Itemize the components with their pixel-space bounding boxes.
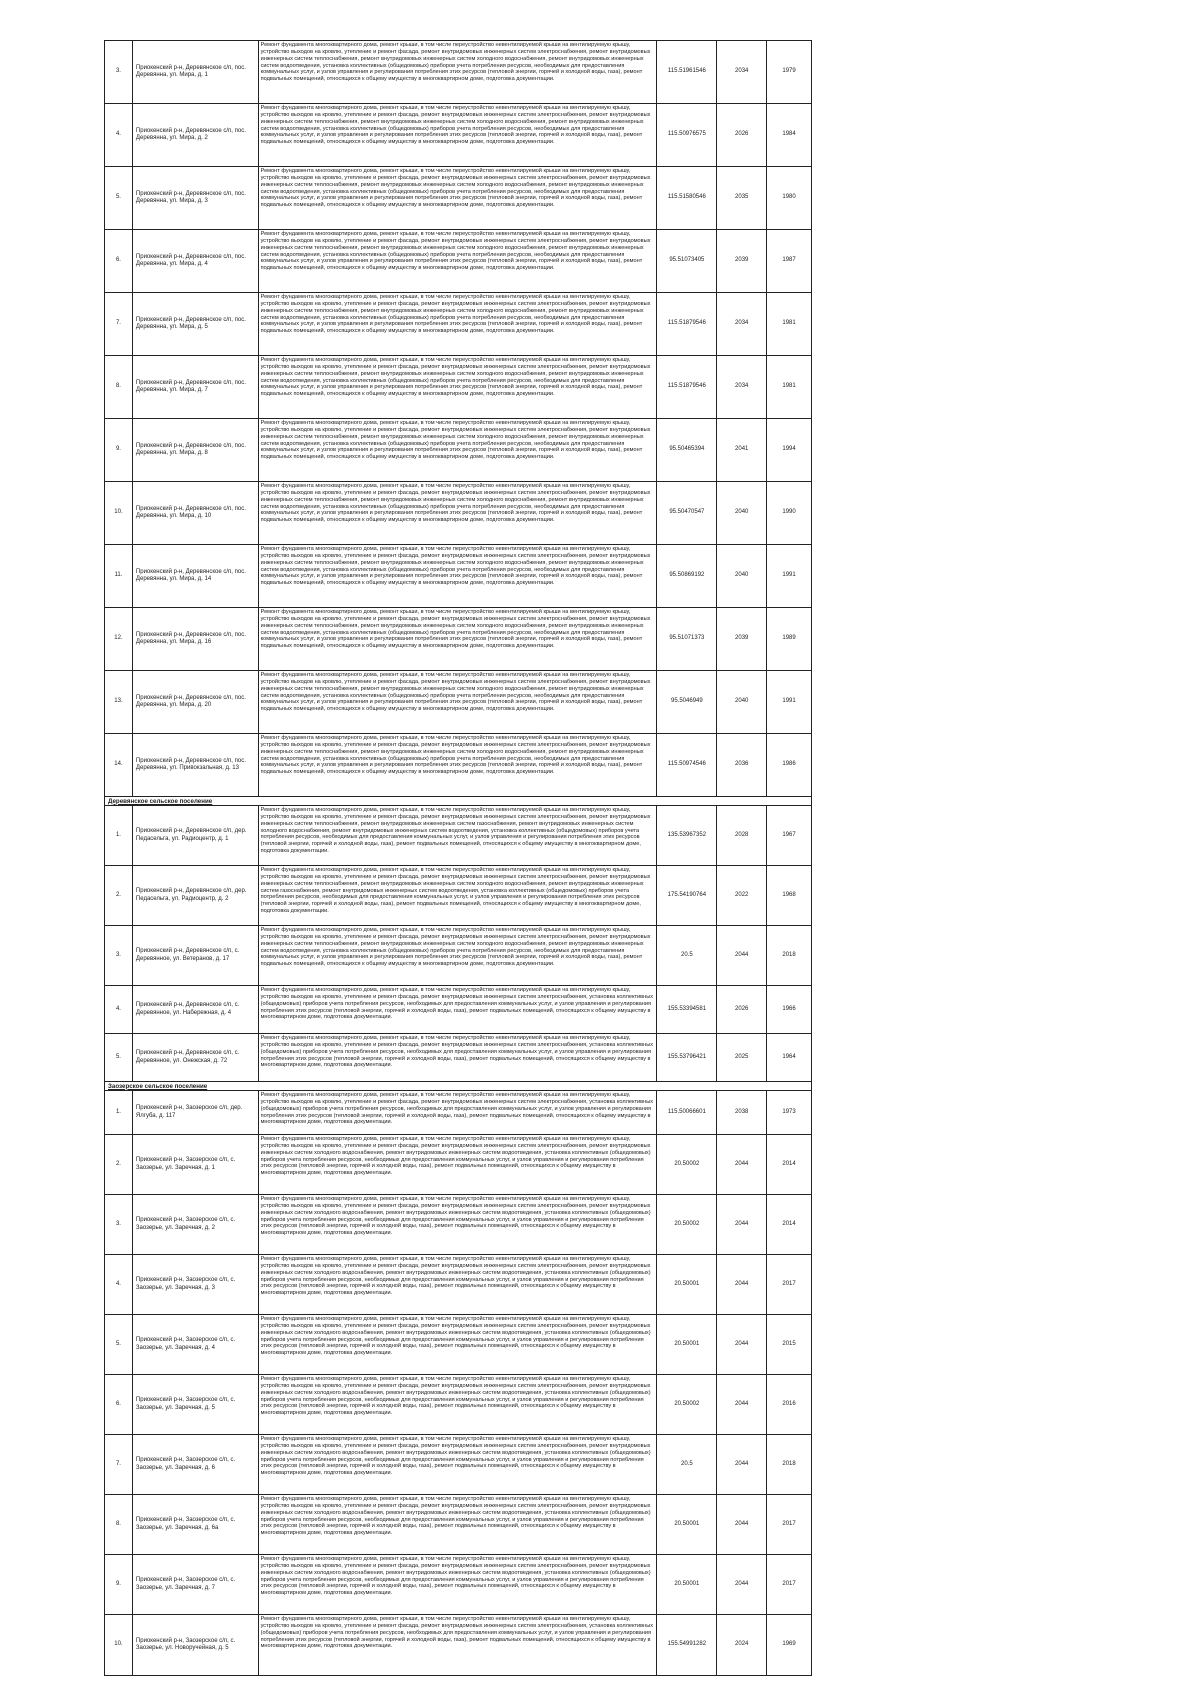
address-cell: Приокенский р-н, Заозерское с/п, с. Заозерье, ул. Заречная, д. 1	[133, 1135, 259, 1194]
table-row	[105, 419, 811, 482]
works-cell: Ремонт фундамента многоквартирного дома, ремонт крыши, в том числе переустройство невентилируемой крыши на вентилируемую крышу, устройство выходов на кровлю, утепление и ремонт фасада, ремонт внутридомовых инженерных систем электроснабжения, ремонт внутридомовых инженерных систем теплоснабжения, ремонт внутридомовых инженерных систем холодного водоснабжения, ремонт внутридомовых инженерных систем водоотведения, установка коллективных (общедомовых) приборов учета потребления ресурсов, необходимых для предоставления коммунальных услуг, и узлов управления и регулирования потребления этих ресурсов (тепловой энергии, горячей и холодной воды, газа), ремонт подвальных помещений, относящихся к общему имуществу в многоквартирном доме, подготовка документации.	[259, 734, 658, 796]
address-cell: Приокенский р-н, Деревянское с/п, пос. Деревянна, ул. Мира, д. 2	[133, 104, 259, 166]
cost-cell: 20.50002	[657, 1195, 717, 1254]
planned-year-cell: 2026	[717, 104, 767, 166]
row-number: 9.	[105, 1555, 133, 1614]
works-cell: Ремонт фундамента многоквартирного дома, ремонт крыши, в том числе переустройство невентилируемой крыши на вентилируемую крышу, устройство выходов на кровлю, утепление и ремонт фасада, ремонт внутридомовых инженерных систем электроснабжения, ремонт внутридомовых инженерных систем холодного водоснабжения, ремонт внутридомовых инженерных систем водоотведения, установка коллективных (общедомовых) приборов учета потребления ресурсов, необходимых для предоставления коммунальных услуг, и узлов управления и регулирования потребления этих ресурсов (тепловой энергии, горячей и холодной воды, газа), ремонт подвальных помещений, относящихся к общему имуществу в многоквартирном доме, подготовка документации.	[259, 1435, 658, 1494]
row-number: 14.	[105, 734, 133, 796]
cost-cell: 115.50066601	[657, 1091, 717, 1134]
row-number: 7.	[105, 293, 133, 355]
planned-year-cell: 2044	[717, 1135, 767, 1194]
planned-year-cell: 2039	[717, 608, 767, 670]
build-year-cell: 1984	[782, 131, 796, 138]
build-year-cell: 1991	[782, 572, 796, 579]
planned-year-cell: 2044	[717, 926, 767, 985]
address-cell: Приокенский р-н, Деревянское с/п, пос. Деревянна, ул. Мира, д. 16	[133, 608, 259, 670]
works-cell: Ремонт фундамента многоквартирного дома, ремонт крыши, в том числе переустройство невентилируемой крыши на вентилируемую крышу, устройство выходов на кровлю, утепление и ремонт фасада, ремонт внутридомовых инженерных систем электроснабжения, ремонт внутридомовых инженерных систем холодного водоснабжения, ремонт внутридомовых инженерных систем водоотведения, установка коллективных (общедомовых) приборов учета потребления ресурсов, необходимых для предоставления коммунальных услуг, и узлов управления и регулирования потребления этих ресурсов (тепловой энергии, горячей и холодной воды, газа), ремонт подвальных помещений, относящихся к общему имуществу в многоквартирном доме, подготовка документации.	[259, 1495, 658, 1554]
planned-year-cell: 2024	[717, 1615, 767, 1675]
row-number: 3.	[105, 926, 133, 985]
cost-cell: 95.5046949	[657, 671, 717, 733]
planned-year-cell: 2036	[717, 734, 767, 796]
address-cell: Приокенский р-н, Заозерское с/п, с. Заозерье, ул. Заречная, д. 5	[133, 1375, 259, 1434]
cost-cell: 20.50002	[657, 1375, 717, 1434]
planned-year-cell: 2044	[717, 1375, 767, 1434]
build-year-cell: 2016	[782, 1400, 796, 1407]
build-year-cell: 1966	[782, 1005, 796, 1012]
planned-year-cell: 2041	[717, 419, 767, 481]
build-year-cell: 1987	[782, 257, 796, 264]
row-number: 6.	[105, 1375, 133, 1434]
build-year-cell: 1979	[782, 68, 796, 75]
address-cell: Приокенский р-н, Заозерское с/п, с. Заозерье, ул. Заречная, д. 2	[133, 1195, 259, 1254]
works-cell: Ремонт фундамента многоквартирного дома, ремонт крыши, в том числе переустройство невентилируемой крыши на вентилируемую крышу, устройство выходов на кровлю, утепление и ремонт фасада, ремонт внутридомовых инженерных систем электроснабжения, ремонт внутридомовых инженерных систем теплоснабжения, ремонт внутридомовых инженерных систем холодного водоснабжения, ремонт внутридомовых инженерных систем водоотведения, установка коллективных (общедомовых) приборов учета потребления ресурсов, необходимых для предоставления коммунальных услуг, и узлов управления и регулирования потребления этих ресурсов (тепловой энергии, горячей и холодной воды, газа), ремонт подвальных помещений, относящихся к общему имуществу в многоквартирном доме, подготовка документации.	[259, 230, 658, 292]
address-cell: Приокенский р-н, Деревянское с/п, пос. Деревянна, ул. Мира, д. 3	[133, 167, 259, 229]
works-cell: Ремонт фундамента многоквартирного дома, ремонт крыши, в том числе переустройство невентилируемой крыши на вентилируемую крышу, устройство выходов на кровлю, утепление и ремонт фасада, ремонт внутридомовых инженерных систем электроснабжения, ремонт внутридомовых инженерных систем теплоснабжения, ремонт внутридомовых инженерных систем холодного водоснабжения, ремонт внутридомовых инженерных систем водоотведения, установка коллективных (общедомовых) приборов учета потребления ресурсов, необходимых для предоставления коммунальных услуг, и узлов управления и регулирования потребления этих ресурсов (тепловой энергии, горячей и холодной воды, газа), ремонт подвальных помещений, относящихся к общему имуществу в многоквартирном доме, подготовка документации.	[259, 293, 658, 355]
table-row	[105, 1555, 811, 1615]
table-row	[105, 1315, 811, 1375]
section-header	[105, 797, 811, 806]
build-year-cell: 1969	[782, 1641, 796, 1648]
row-number: 11.	[105, 545, 133, 607]
cost-cell: 115.51961546	[657, 41, 717, 103]
table-row	[105, 482, 811, 545]
works-cell: Ремонт фундамента многоквартирного дома, ремонт крыши, в том числе переустройство невентилируемой крыши на вентилируемую крышу, устройство выходов на кровлю, утепление и ремонт фасада, ремонт внутридомовых инженерных систем электроснабжения, ремонт внутридомовых инженерных систем холодного водоснабжения, ремонт внутридомовых инженерных систем водоотведения, установка коллективных (общедомовых) приборов учета потребления ресурсов, необходимых для предоставления коммунальных услуг, и узлов управления и регулирования потребления этих ресурсов (тепловой энергии, горячей и холодной воды, газа), ремонт подвальных помещений, относящихся к общему имуществу в многоквартирном доме, подготовка документации.	[259, 1555, 658, 1614]
cost-cell: 95.51071373	[657, 608, 717, 670]
row-number: 8.	[105, 356, 133, 418]
address-cell: Приокенский р-н, Деревянское с/п, пос. Деревянна, ул. Мира, д. 1	[133, 41, 259, 103]
build-year-cell: 1964	[782, 1053, 796, 1060]
planned-year-cell: 2038	[717, 1091, 767, 1134]
address-cell: Приокенский р-н, Деревянское с/п, пос. Деревянна, ул. Привокзальная, д. 13	[133, 734, 259, 796]
planned-year-cell: 2034	[717, 41, 767, 103]
row-number: 5.	[105, 167, 133, 229]
row-number: 12.	[105, 608, 133, 670]
cost-cell: 115.50976575	[657, 104, 717, 166]
table-row	[105, 1495, 811, 1555]
address-cell: Приокенский р-н, Заозерское с/п, с. Заозерье, ул. Заречная, д. 6а	[133, 1495, 259, 1554]
build-year-cell: 2018	[782, 951, 796, 958]
row-number: 13.	[105, 671, 133, 733]
table-row	[105, 104, 811, 167]
works-cell: Ремонт фундамента многоквартирного дома, ремонт крыши, в том числе переустройство невентилируемой крыши на вентилируемую крышу, устройство выходов на кровлю, утепление и ремонт фасада, ремонт внутридомовых инженерных систем электроснабжения, ремонт внутридомовых инженерных систем теплоснабжения, ремонт внутридомовых инженерных систем холодного водоснабжения, ремонт внутридомовых инженерных систем водоотведения, установка коллективных (общедомовых) приборов учета потребления ресурсов, необходимых для предоставления коммунальных услуг, и узлов управления и регулирования потребления этих ресурсов (тепловой энергии, горячей и холодной воды, газа), ремонт подвальных помещений, относящихся к общему имуществу в многоквартирном доме, подготовка документации.	[259, 671, 658, 733]
cost-cell: 20.5	[657, 926, 717, 985]
build-year-cell: 1989	[782, 635, 796, 642]
works-cell: Ремонт фундамента многоквартирного дома, ремонт крыши, в том числе переустройство невентилируемой крыши на вентилируемую крышу, устройство выходов на кровлю, утепление и ремонт фасада, ремонт внутридомовых инженерных систем электроснабжения, ремонт внутридомовых инженерных систем теплоснабжения, ремонт внутридомовых инженерных систем холодного водоснабжения, ремонт внутридомовых инженерных систем водоотведения, установка коллективных (общедомовых) приборов учета потребления ресурсов, необходимых для предоставления коммунальных услуг, и узлов управления и регулирования потребления этих ресурсов (тепловой энергии, горячей и холодной воды, газа), ремонт подвальных помещений, относящихся к общему имуществу в многоквартирном доме, подготовка документации.	[259, 419, 658, 481]
section-title: Заозерское сельское поселение	[108, 1082, 208, 1090]
row-number: 8.	[105, 1495, 133, 1554]
cost-cell: 20.50001	[657, 1255, 717, 1314]
table-row	[105, 41, 811, 104]
build-year-cell: 2017	[782, 1580, 796, 1587]
section-title: Деревянское сельское поселение	[108, 797, 213, 805]
capital-repair-table	[104, 40, 812, 1676]
table-row	[105, 1615, 811, 1675]
planned-year-cell: 2025	[717, 1034, 767, 1081]
row-number: 1.	[105, 1091, 133, 1134]
works-cell: Ремонт фундамента многоквартирного дома, ремонт крыши, в том числе переустройство невентилируемой крыши на вентилируемую крышу, устройство выходов на кровлю, утепление и ремонт фасада, ремонт внутридомовых инженерных систем электроснабжения, ремонт внутридомовых инженерных систем теплоснабжения, ремонт внутридомовых инженерных систем холодного водоснабжения, ремонт внутридомовых инженерных систем водоотведения, установка коллективных (общедомовых) приборов учета потребления ресурсов, необходимых для предоставления коммунальных услуг, и узлов управления и регулирования потребления этих ресурсов (тепловой энергии, горячей и холодной воды, газа), ремонт подвальных помещений, относящихся к общему имуществу в многоквартирном доме, подготовка документации.	[259, 545, 658, 607]
build-year-cell: 2015	[782, 1340, 796, 1347]
build-year-cell: 2018	[782, 1460, 796, 1467]
row-number: 10.	[105, 1615, 133, 1675]
planned-year-cell: 2040	[717, 545, 767, 607]
cost-cell: 20.50002	[657, 1135, 717, 1194]
works-cell: Ремонт фундамента многоквартирного дома, ремонт крыши, в том числе переустройство невентилируемой крыши на вентилируемую крышу, устройство выходов на кровлю, утепление и ремонт фасада, ремонт внутридомовых инженерных систем электроснабжения, ремонт внутридомовых инженерных систем теплоснабжения, ремонт внутридомовых инженерных систем холодного водоснабжения, ремонт внутридомовых инженерных систем водоотведения, установка коллективных (общедомовых) приборов учета потребления ресурсов, необходимых для предоставления коммунальных услуг, и узлов управления и регулирования потребления этих ресурсов (тепловой энергии, горячей и холодной воды, газа), ремонт подвальных помещений, относящихся к общему имуществу в многоквартирном доме, подготовка документации.	[259, 482, 658, 544]
table-row	[105, 866, 811, 926]
works-cell: Ремонт фундамента многоквартирного дома, ремонт крыши, в том числе переустройство невентилируемой крыши на вентилируемую крышу, устройство выходов на кровлю, утепление и ремонт фасада, ремонт внутридомовых инженерных систем электроснабжения, установка коллективных (общедомовых) приборов учета потребления ресурсов, необходимых для предоставления коммунальных услуг, и узлов управления и регулирования потребления этих ресурсов (тепловой энергии, горячей и холодной воды, газа), ремонт подвальных помещений, относящихся к общему имуществу в многоквартирном доме, подготовка документации.	[259, 1091, 658, 1134]
table-row	[105, 608, 811, 671]
planned-year-cell: 2034	[717, 293, 767, 355]
cost-cell: 115.51879546	[657, 356, 717, 418]
row-number: 9.	[105, 419, 133, 481]
table-row	[105, 1375, 811, 1435]
address-cell: Приокенский р-н, Заозерское с/п, дер. Ялгуба, д. 117	[133, 1091, 259, 1134]
address-cell: Приокенский р-н, Заозерское с/п, с. Заозерье, ул. Заречная, д. 6	[133, 1435, 259, 1494]
address-cell: Приокенский р-н, Заозерское с/п, с. Заозерье, ул. Заречная, д. 3	[133, 1255, 259, 1314]
section-header	[105, 1082, 811, 1091]
planned-year-cell: 2026	[717, 986, 767, 1033]
planned-year-cell: 2044	[717, 1555, 767, 1614]
cost-cell: 155.54991282	[657, 1615, 717, 1675]
cost-cell: 135.53967352	[657, 806, 717, 865]
row-number: 4.	[105, 986, 133, 1033]
works-cell: Ремонт фундамента многоквартирного дома, ремонт крыши, в том числе переустройство невентилируемой крыши на вентилируемую крышу, устройство выходов на кровлю, утепление и ремонт фасада, ремонт внутридомовых инженерных систем электроснабжения, установка коллективных (общедомовых) приборов учета потребления ресурсов, необходимых для предоставления коммунальных услуг, и узлов управления и регулирования потребления этих ресурсов (тепловой энергии, горячей и холодной воды, газа), ремонт подвальных помещений, относящихся к общему имуществу в многоквартирном доме, подготовка документации.	[259, 1615, 658, 1675]
works-cell: Ремонт фундамента многоквартирного дома, ремонт крыши, в том числе переустройство невентилируемой крыши на вентилируемую крышу, устройство выходов на кровлю, утепление и ремонт фасада, ремонт внутридомовых инженерных систем электроснабжения, ремонт внутридомовых инженерных систем холодного водоснабжения, ремонт внутридомовых инженерных систем водоотведения, установка коллективных (общедомовых) приборов учета потребления ресурсов, необходимых для предоставления коммунальных услуг, и узлов управления и регулирования потребления этих ресурсов (тепловой энергии, горячей и холодной воды, газа), ремонт подвальных помещений, относящихся к общему имуществу в многоквартирном доме, подготовка документации.	[259, 1375, 658, 1434]
build-year-cell: 1980	[782, 194, 796, 201]
address-cell: Приокенский р-н, Деревянское с/п, пос. Деревянна, ул. Мира, д. 4	[133, 230, 259, 292]
address-cell: Приокенский р-н, Деревянское с/п, пос. Деревянна, ул. Мира, д. 20	[133, 671, 259, 733]
works-cell: Ремонт фундамента многоквартирного дома, ремонт крыши, в том числе переустройство невентилируемой крыши на вентилируемую крышу, устройство выходов на кровлю, утепление и ремонт фасада, ремонт внутридомовых инженерных систем электроснабжения, установка коллективных (общедомовых) приборов учета потребления ресурсов, необходимых для предоставления коммунальных услуг, и узлов управления и регулирования потребления этих ресурсов (тепловой энергии, горячей и холодной воды, газа), ремонт подвальных помещений, относящихся к общему имуществу в многоквартирном доме, подготовка документации.	[259, 1034, 658, 1081]
build-year-cell: 2017	[782, 1520, 796, 1527]
build-year-cell: 1968	[782, 891, 796, 898]
table-row	[105, 545, 811, 608]
works-cell: Ремонт фундамента многоквартирного дома, ремонт крыши, в том числе переустройство невентилируемой крыши на вентилируемую крышу, устройство выходов на кровлю, утепление и ремонт фасада, ремонт внутридомовых инженерных систем электроснабжения, ремонт внутридомовых инженерных систем теплоснабжения, ремонт внутридомовых инженерных систем холодного водоснабжения, ремонт внутридомовых инженерных систем водоотведения, установка коллективных (общедомовых) приборов учета потребления ресурсов, необходимых для предоставления коммунальных услуг, и узлов управления и регулирования потребления этих ресурсов (тепловой энергии, горячей и холодной воды, газа), ремонт подвальных помещений, относящихся к общему имуществу в многоквартирном доме, подготовка документации.	[259, 104, 658, 166]
cost-cell: 95.50465394	[657, 419, 717, 481]
table-row	[105, 356, 811, 419]
cost-cell: 115.50974546	[657, 734, 717, 796]
cost-cell: 20.50001	[657, 1495, 717, 1554]
build-year-cell: 1990	[782, 509, 796, 516]
row-number: 1.	[105, 806, 133, 865]
works-cell: Ремонт фундамента многоквартирного дома, ремонт крыши, в том числе переустройство невентилируемой крыши на вентилируемую крышу, устройство выходов на кровлю, утепление и ремонт фасада, ремонт внутридомовых инженерных систем электроснабжения, ремонт внутридомовых инженерных систем теплоснабжения, ремонт внутридомовых инженерных систем холодного водоснабжения, ремонт внутридомовых инженерных систем водоотведения, установка коллективных (общедомовых) приборов учета потребления ресурсов, необходимых для предоставления коммунальных услуг, и узлов управления и регулирования потребления этих ресурсов (тепловой энергии, горячей и холодной воды, газа), ремонт подвальных помещений, относящихся к общему имуществу в многоквартирном доме, подготовка документации.	[259, 41, 658, 103]
works-cell: Ремонт фундамента многоквартирного дома, ремонт крыши, в том числе переустройство невентилируемой крыши на вентилируемую крышу, устройство выходов на кровлю, утепление и ремонт фасада, ремонт внутридомовых инженерных систем электроснабжения, ремонт внутридомовых инженерных систем холодного водоснабжения, ремонт внутридомовых инженерных систем водоотведения, установка коллективных (общедомовых) приборов учета потребления ресурсов, необходимых для предоставления коммунальных услуг, и узлов управления и регулирования потребления этих ресурсов (тепловой энергии, горячей и холодной воды, газа), ремонт подвальных помещений, относящихся к общему имуществу в многоквартирном доме, подготовка документации.	[259, 1315, 658, 1374]
build-year-cell: 1991	[782, 698, 796, 705]
planned-year-cell: 2039	[717, 230, 767, 292]
address-cell: Приокенский р-н, Заозерское с/п, с. Заозерье, ул. Заречная, д. 7	[133, 1555, 259, 1614]
table-row	[105, 293, 811, 356]
planned-year-cell: 2040	[717, 671, 767, 733]
cost-cell: 20.5	[657, 1435, 717, 1494]
planned-year-cell: 2022	[717, 866, 767, 925]
table-row	[105, 230, 811, 293]
row-number: 2.	[105, 866, 133, 925]
build-year-cell: 1994	[782, 446, 796, 453]
table-row	[105, 1091, 811, 1135]
address-cell: Приокенский р-н, Деревянское с/п, пос. Деревянна, ул. Мира, д. 10	[133, 482, 259, 544]
cost-cell: 115.51879546	[657, 293, 717, 355]
row-number: 3.	[105, 41, 133, 103]
address-cell: Приокенский р-н, Деревянское с/п, дер. Педасельга, ул. Радиоцентр, д. 1	[133, 806, 259, 865]
works-cell: Ремонт фундамента многоквартирного дома, ремонт крыши, в том числе переустройство невентилируемой крыши на вентилируемую крышу, устройство выходов на кровлю, утепление и ремонт фасада, ремонт внутридомовых инженерных систем электроснабжения, ремонт внутридомовых инженерных систем теплоснабжения, ремонт внутридомовых инженерных систем газоснабжения, ремонт внутридомовых инженерных систем холодного водоснабжения, ремонт внутридомовых инженерных систем водоотведения, установка коллективных (общедомовых) приборов учета потребления ресурсов, необходимых для предоставления коммунальных услуг, и узлов управления и регулирования потребления этих ресурсов (тепловой энергии, горячей и холодной воды, газа), ремонт подвальных помещений, относящихся к общему имуществу в многоквартирном доме, подготовка документации.	[259, 806, 658, 865]
works-cell: Ремонт фундамента многоквартирного дома, ремонт крыши, в том числе переустройство невентилируемой крыши на вентилируемую крышу, устройство выходов на кровлю, утепление и ремонт фасада, ремонт внутридомовых инженерных систем электроснабжения, ремонт внутридомовых инженерных систем теплоснабжения, ремонт внутридомовых инженерных систем холодного водоснабжения, ремонт внутридомовых инженерных систем водоотведения, установка коллективных (общедомовых) приборов учета потребления ресурсов, необходимых для предоставления коммунальных услуг, и узлов управления и регулирования потребления этих ресурсов (тепловой энергии, горячей и холодной воды, газа), ремонт подвальных помещений, относящихся к общему имуществу в многоквартирном доме, подготовка документации.	[259, 356, 658, 418]
planned-year-cell: 2040	[717, 482, 767, 544]
cost-cell: 175.54190764	[657, 866, 717, 925]
planned-year-cell: 2035	[717, 167, 767, 229]
table-row	[105, 1135, 811, 1195]
table-row	[105, 986, 811, 1034]
cost-cell: 20.50001	[657, 1315, 717, 1374]
table-row	[105, 806, 811, 866]
build-year-cell: 1981	[782, 383, 796, 390]
build-year-cell: 1973	[782, 1108, 796, 1115]
planned-year-cell: 2044	[717, 1435, 767, 1494]
works-cell: Ремонт фундамента многоквартирного дома, ремонт крыши, в том числе переустройство невентилируемой крыши на вентилируемую крышу, устройство выходов на кровлю, утепление и ремонт фасада, ремонт внутридомовых инженерных систем электроснабжения, ремонт внутридомовых инженерных систем теплоснабжения, ремонт внутридомовых инженерных систем холодного водоснабжения, ремонт внутридомовых инженерных систем водоотведения, установка коллективных (общедомовых) приборов учета потребления ресурсов, необходимых для предоставления коммунальных услуг, и узлов управления и регулирования потребления этих ресурсов (тепловой энергии, горячей и холодной воды, газа), ремонт подвальных помещений, относящихся к общему имуществу в многоквартирном доме, подготовка документации.	[259, 608, 658, 670]
works-cell: Ремонт фундамента многоквартирного дома, ремонт крыши, в том числе переустройство невентилируемой крыши на вентилируемую крышу, устройство выходов на кровлю, утепление и ремонт фасада, ремонт внутридомовых инженерных систем электроснабжения, ремонт внутридомовых инженерных систем теплоснабжения, ремонт внутридомовых инженерных систем холодного водоснабжения, ремонт внутридомовых инженерных систем водоотведения, установка коллективных (общедомовых) приборов учета потребления ресурсов, необходимых для предоставления коммунальных услуг, и узлов управления и регулирования потребления этих ресурсов (тепловой энергии, горячей и холодной воды, газа), ремонт подвальных помещений, относящихся к общему имуществу в многоквартирном доме, подготовка документации.	[259, 926, 658, 985]
planned-year-cell: 2044	[717, 1315, 767, 1374]
works-cell: Ремонт фундамента многоквартирного дома, ремонт крыши, в том числе переустройство невентилируемой крыши на вентилируемую крышу, устройство выходов на кровлю, утепление и ремонт фасада, ремонт внутридомовых инженерных систем электроснабжения, ремонт внутридомовых инженерных систем холодного водоснабжения, ремонт внутридомовых инженерных систем водоотведения, установка коллективных (общедомовых) приборов учета потребления ресурсов, необходимых для предоставления коммунальных услуг, и узлов управления и регулирования потребления этих ресурсов (тепловой энергии, горячей и холодной воды, газа), ремонт подвальных помещений, относящихся к общему имуществу в многоквартирном доме, подготовка документации.	[259, 1195, 658, 1254]
address-cell: Приокенский р-н, Заозерское с/п, с. Заозерье, ул. Заречная, д. 4	[133, 1315, 259, 1374]
address-cell: Приокенский р-н, Деревянское с/п, с. Деревянное, ул. Ветеранов, д. 17	[133, 926, 259, 985]
cost-cell: 115.51580546	[657, 167, 717, 229]
table-row	[105, 734, 811, 797]
build-year-cell: 1981	[782, 320, 796, 327]
table-row	[105, 167, 811, 230]
planned-year-cell: 2028	[717, 806, 767, 865]
address-cell: Приокенский р-н, Деревянское с/п, пос. Деревянна, ул. Мира, д. 14	[133, 545, 259, 607]
build-year-cell: 2014	[782, 1220, 796, 1227]
address-cell: Приокенский р-н, Деревянское с/п, с. Деревянное, ул. Набережная, д. 4	[133, 986, 259, 1033]
row-number: 6.	[105, 230, 133, 292]
build-year-cell: 2014	[782, 1160, 796, 1167]
table-row	[105, 926, 811, 986]
table-row	[105, 1034, 811, 1082]
cost-cell: 155.53394581	[657, 986, 717, 1033]
cost-cell: 95.50869192	[657, 545, 717, 607]
address-cell: Приокенский р-н, Деревянское с/п, дер. Педасельга, ул. Радиоцентр, д. 2	[133, 866, 259, 925]
row-number: 4.	[105, 104, 133, 166]
row-number: 7.	[105, 1435, 133, 1494]
table-row	[105, 1195, 811, 1255]
table-row	[105, 1255, 811, 1315]
row-number: 5.	[105, 1034, 133, 1081]
build-year-cell: 1967	[782, 831, 796, 838]
works-cell: Ремонт фундамента многоквартирного дома, ремонт крыши, в том числе переустройство невентилируемой крыши на вентилируемую крышу, устройство выходов на кровлю, утепление и ремонт фасада, ремонт внутридомовых инженерных систем электроснабжения, ремонт внутридомовых инженерных систем холодного водоснабжения, ремонт внутридомовых инженерных систем водоотведения, установка коллективных (общедомовых) приборов учета потребления ресурсов, необходимых для предоставления коммунальных услуг, и узлов управления и регулирования потребления этих ресурсов (тепловой энергии, горячей и холодной воды, газа), ремонт подвальных помещений, относящихся к общему имуществу в многоквартирном доме, подготовка документации.	[259, 1135, 658, 1194]
address-cell: Приокенский р-н, Деревянское с/п, с. Деревянное, ул. Онежская, д. 72	[133, 1034, 259, 1081]
address-cell: Приокенский р-н, Деревянское с/п, пос. Деревянна, ул. Мира, д. 5	[133, 293, 259, 355]
table-row	[105, 1435, 811, 1495]
planned-year-cell: 2044	[717, 1255, 767, 1314]
address-cell: Приокенский р-н, Заозерское с/п, с. Заозерье, ул. Новоручейная, д. 5	[133, 1615, 259, 1675]
works-cell: Ремонт фундамента многоквартирного дома, ремонт крыши, в том числе переустройство невентилируемой крыши на вентилируемую крышу, устройство выходов на кровлю, утепление и ремонт фасада, ремонт внутридомовых инженерных систем электроснабжения, установка коллективных (общедомовых) приборов учета потребления ресурсов, необходимых для предоставления коммунальных услуг, и узлов управления и регулирования потребления этих ресурсов (тепловой энергии, горячей и холодной воды, газа), ремонт подвальных помещений, относящихся к общему имуществу в многоквартирном доме, подготовка документации.	[259, 986, 658, 1033]
cost-cell: 20.50001	[657, 1555, 717, 1614]
works-cell: Ремонт фундамента многоквартирного дома, ремонт крыши, в том числе переустройство невентилируемой крыши на вентилируемую крышу, устройство выходов на кровлю, утепление и ремонт фасада, ремонт внутридомовых инженерных систем электроснабжения, ремонт внутридомовых инженерных систем теплоснабжения, ремонт внутридомовых инженерных систем холодного водоснабжения, ремонт внутридомовых инженерных систем водоотведения, установка коллективных (общедомовых) приборов учета потребления ресурсов, необходимых для предоставления коммунальных услуг, и узлов управления и регулирования потребления этих ресурсов (тепловой энергии, горячей и холодной воды, газа), ремонт подвальных помещений, относящихся к общему имуществу в многоквартирном доме, подготовка документации.	[259, 167, 658, 229]
row-number: 10.	[105, 482, 133, 544]
cost-cell: 95.51073405	[657, 230, 717, 292]
address-cell: Приокенский р-н, Деревянское с/п, пос. Деревянна, ул. Мира, д. 7	[133, 356, 259, 418]
planned-year-cell: 2034	[717, 356, 767, 418]
row-number: 2.	[105, 1135, 133, 1194]
cost-cell: 155.53796421	[657, 1034, 717, 1081]
build-year-cell: 1986	[782, 761, 796, 768]
row-number: 3.	[105, 1195, 133, 1254]
build-year-cell: 2017	[782, 1280, 796, 1287]
planned-year-cell: 2044	[717, 1495, 767, 1554]
row-number: 5.	[105, 1315, 133, 1374]
works-cell: Ремонт фундамента многоквартирного дома, ремонт крыши, в том числе переустройство невентилируемой крыши на вентилируемую крышу, устройство выходов на кровлю, утепление и ремонт фасада, ремонт внутридомовых инженерных систем электроснабжения, ремонт внутридомовых инженерных систем теплоснабжения, ремонт внутридомовых инженерных систем холодного водоснабжения, ремонт внутридомовых инженерных систем газоснабжения, ремонт внутридомовых инженерных систем водоотведения, установка коллективных (общедомовых) приборов учета потребления ресурсов, необходимых для предоставления коммунальных услуг, и узлов управления и регулирования потребления этих ресурсов (тепловой энергии, горячей и холодной воды, газа), ремонт подвальных помещений, относящихся к общему имуществу в многоквартирном доме, подготовка документации.	[259, 866, 658, 925]
planned-year-cell: 2044	[717, 1195, 767, 1254]
table-row	[105, 671, 811, 734]
works-cell: Ремонт фундамента многоквартирного дома, ремонт крыши, в том числе переустройство невентилируемой крыши на вентилируемую крышу, устройство выходов на кровлю, утепление и ремонт фасада, ремонт внутридомовых инженерных систем электроснабжения, ремонт внутридомовых инженерных систем холодного водоснабжения, ремонт внутридомовых инженерных систем водоотведения, установка коллективных (общедомовых) приборов учета потребления ресурсов, необходимых для предоставления коммунальных услуг, и узлов управления и регулирования потребления этих ресурсов (тепловой энергии, горячей и холодной воды, газа), ремонт подвальных помещений, относящихся к общему имуществу в многоквартирном доме, подготовка документации.	[259, 1255, 658, 1314]
row-number: 4.	[105, 1255, 133, 1314]
address-cell: Приокенский р-н, Деревянское с/п, пос. Деревянна, ул. Мира, д. 8	[133, 419, 259, 481]
cost-cell: 95.50470547	[657, 482, 717, 544]
